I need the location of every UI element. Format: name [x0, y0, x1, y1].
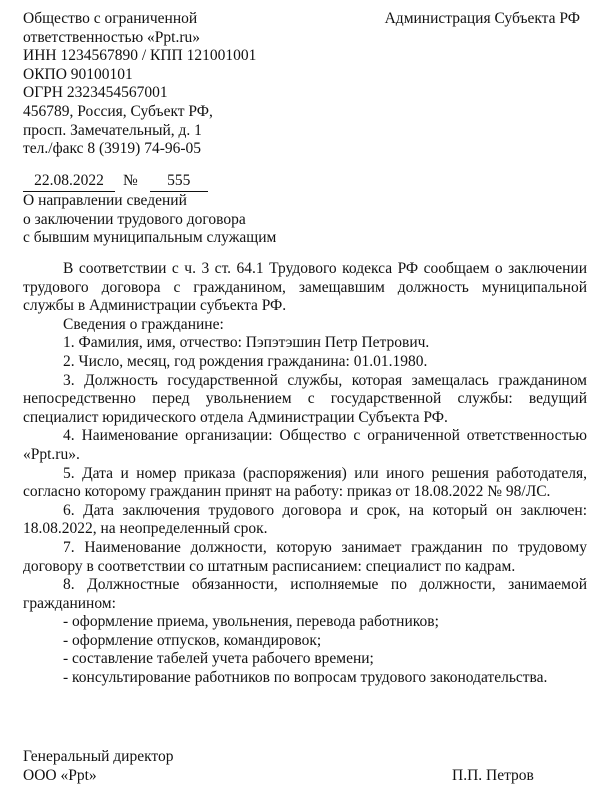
subject-line: с бывшим муниципальным служащим: [23, 229, 277, 247]
info-heading: Сведения о гражданине:: [63, 315, 224, 333]
info-item: 2. Число, месяц, год рождения гражданина: 01.01.1980.: [63, 352, 428, 370]
sender-line: Общество с ограниченной: [23, 10, 198, 27]
sender-line: ОКПО 90100101: [23, 65, 133, 83]
signatory-title: Генеральный директор: [23, 748, 174, 765]
registration-number: 555: [150, 172, 208, 192]
sender-line: ответственностью «Ppt.ru»: [23, 28, 201, 46]
signatory-company: ООО «Ppt»: [23, 766, 97, 784]
info-item: 5. Дата и номер приказа (распоряжения) или иного решения работодателя, согласно которому гражданин принят на работу: приказ от 18.08.2022 № 98/ЛС.: [23, 464, 587, 501]
number-sign: №: [123, 172, 138, 189]
duty-item: - консультирование работников по вопросам трудового законодательства.: [63, 669, 548, 687]
sender-block: [23, 10, 283, 159]
duty-item: - оформление приема, увольнения, перевода работников;: [63, 613, 439, 631]
duty-item: - оформление отпусков, командировок;: [63, 631, 322, 649]
sender-line: ОГРН 2323454567001: [23, 84, 168, 102]
info-item: 4. Наименование организации: Общество с ограниченной ответственностью «Ppt.ru».: [23, 427, 587, 463]
signatory-name: П.П. Петров: [452, 767, 534, 784]
info-item: 3. Должность государственной службы, которая замещалась гражданином непосредственно перед увольнением с государственной службы: ведущий специалист юридического отдела Администрации Субъекта РФ.: [23, 371, 587, 426]
intro-paragraph: В соответствии с ч. 3 ст. 64.1 Трудового кодекса РФ сообщаем о заключении трудового договора с гражданином, замещавшим должность муниципальной службы в Администрации субъекта РФ.: [23, 260, 587, 315]
signatory-position: [23, 748, 174, 785]
recipient: Администрация Субъекта РФ: [384, 10, 580, 27]
registration-line: [23, 172, 208, 192]
sender-line: ИНН 1234567890 / КПП 121001001: [23, 47, 257, 65]
sender-line: просп. Замечательный, д. 1: [23, 121, 202, 139]
subject-line: о заключении трудового договора: [23, 210, 246, 228]
subject-block: [23, 192, 343, 248]
duty-item: - составление табелей учета рабочего времени;: [63, 650, 374, 668]
letter-body: [23, 260, 587, 688]
sender-line: 456789, Россия, Субъект РФ,: [23, 102, 213, 120]
subject-line: О направлении сведений: [23, 192, 187, 209]
info-item: 8. Должностные обязанности, исполняемые по должности, занимаемой гражданином:: [23, 576, 587, 612]
registration-date: 22.08.2022: [23, 172, 115, 192]
sender-line: тел./факс 8 (3919) 74-96-05: [23, 140, 202, 158]
info-item: 1. Фамилия, имя, отчество: Пэпэтэшин Петр Петрович.: [63, 334, 430, 352]
info-item: 6. Дата заключения трудового договора и срок, на который он заключен: 18.08.2022, на неопределенный срок.: [23, 501, 587, 538]
info-item: 7. Наименование должности, которую занимает гражданин по трудовому договору в соответствии со штатным расписанием: специалист по кадрам.: [23, 538, 587, 575]
